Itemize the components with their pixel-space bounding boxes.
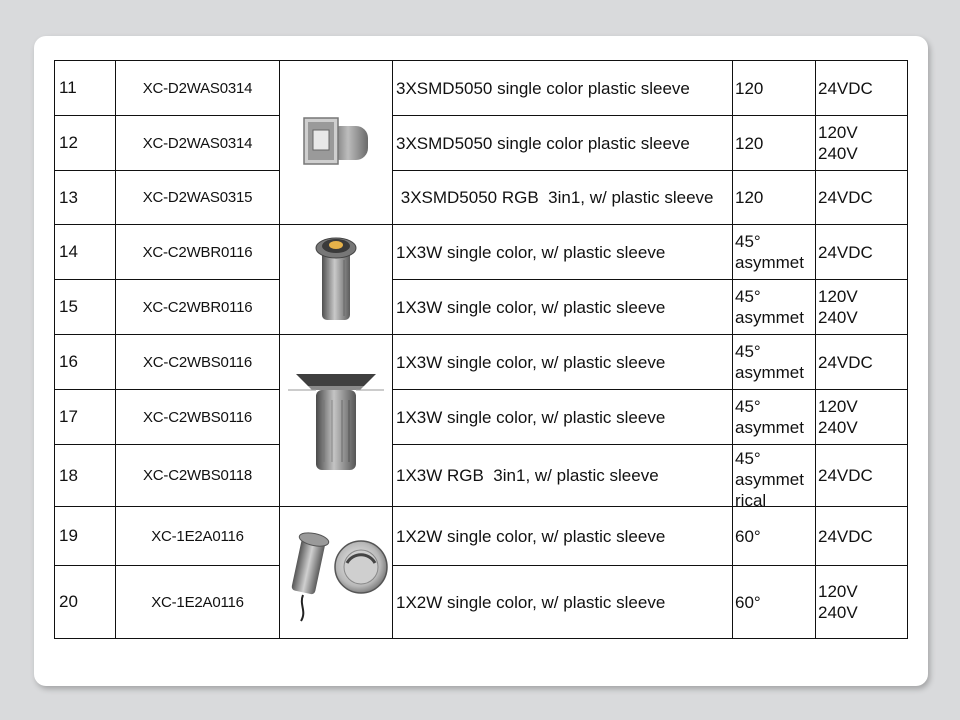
row-number: 14 — [55, 225, 116, 280]
voltage — [816, 116, 908, 171]
voltage-line: 240V — [818, 418, 858, 437]
voltage-line: 120V — [818, 123, 858, 142]
description: 1X3W single color, w/ plastic sleeve — [393, 280, 733, 335]
product-spec-table — [54, 60, 908, 639]
description: 3XSMD5050 single color plastic sleeve — [393, 61, 733, 116]
angle-line: 45° — [735, 232, 761, 251]
description: 1X3W single color, w/ plastic sleeve — [393, 390, 733, 445]
voltage-line: 24VDC — [818, 188, 873, 207]
row-number: 16 — [55, 335, 116, 390]
voltage-line: 240V — [818, 308, 858, 327]
beam-angle — [733, 280, 816, 335]
angle-line: 45° — [735, 397, 761, 416]
voltage-line: 120V — [818, 397, 858, 416]
model-code: XC-C2WBS0118 — [116, 445, 280, 507]
voltage — [816, 280, 908, 335]
model-code: XC-C2WBR0116 — [116, 225, 280, 280]
angle-line: asymmet — [735, 418, 804, 437]
table-row — [55, 335, 908, 390]
voltage-line: 240V — [818, 603, 858, 622]
voltage — [816, 335, 908, 390]
table-row — [55, 225, 908, 280]
mini-inground-light-photo — [281, 523, 391, 623]
model-code: XC-D2WAS0315 — [116, 171, 280, 225]
beam-angle: 60° — [733, 566, 816, 639]
voltage-line: 24VDC — [818, 352, 873, 372]
voltage — [816, 445, 908, 507]
description: 1X3W single color, w/ plastic sleeve — [393, 225, 733, 280]
row-number: 19 — [55, 507, 116, 566]
angle-line: asymmet — [735, 363, 804, 382]
voltage-line: 24VDC — [818, 78, 873, 98]
voltage-line: 24VDC — [818, 466, 873, 485]
table-row — [55, 171, 908, 225]
model-code: XC-D2WAS0314 — [116, 116, 280, 171]
row-number: 13 — [55, 171, 116, 225]
beam-angle: 120 — [733, 61, 816, 116]
voltage-line: 24VDC — [818, 242, 873, 262]
voltage — [816, 225, 908, 280]
angle-line: asymmet — [735, 308, 804, 327]
product-image-cell — [280, 507, 393, 639]
beam-angle: 60° — [733, 507, 816, 566]
model-code: XC-C2WBR0116 — [116, 280, 280, 335]
row-number: 20 — [55, 566, 116, 639]
table-row — [55, 61, 908, 116]
table-row — [55, 390, 908, 445]
beam-angle — [733, 445, 816, 507]
product-image-cell — [280, 335, 393, 507]
model-code: XC-C2WBS0116 — [116, 390, 280, 445]
row-number: 18 — [55, 445, 116, 507]
voltage-line: 120V — [818, 582, 858, 601]
description: 3XSMD5050 single color plastic sleeve — [393, 116, 733, 171]
voltage — [816, 61, 908, 116]
model-code: XC-D2WAS0314 — [116, 61, 280, 116]
table-row — [55, 280, 908, 335]
description: 1X3W RGB 3in1, w/ plastic sleeve — [393, 445, 733, 507]
voltage — [816, 566, 908, 639]
product-image-cell — [280, 61, 393, 225]
square-flange-inground-light-photo — [286, 366, 386, 476]
row-number: 11 — [55, 61, 116, 116]
voltage-line: 240V — [818, 144, 858, 163]
beam-angle: 120 — [733, 116, 816, 171]
row-number: 17 — [55, 390, 116, 445]
model-code: XC-1E2A0116 — [116, 566, 280, 639]
table-row — [55, 116, 908, 171]
table-row — [55, 445, 908, 507]
angle-line: rical — [735, 491, 767, 506]
voltage-line: 24VDC — [818, 526, 873, 546]
round-inground-light-photo — [306, 230, 366, 330]
beam-angle — [733, 335, 816, 390]
voltage — [816, 171, 908, 225]
angle-line: 45° — [735, 287, 761, 306]
table-row — [55, 566, 908, 639]
model-code: XC-1E2A0116 — [116, 507, 280, 566]
angle-line: asymmet — [735, 470, 804, 489]
angle-line: asymmet — [735, 253, 804, 272]
product-image-cell — [280, 225, 393, 335]
description: 1X2W single color, w/ plastic sleeve — [393, 566, 733, 639]
table-row — [55, 507, 908, 566]
voltage — [816, 390, 908, 445]
description: 1X3W single color, w/ plastic sleeve — [393, 335, 733, 390]
square-wall-light-photo — [296, 108, 376, 178]
model-code: XC-C2WBS0116 — [116, 335, 280, 390]
angle-line: 45° — [735, 342, 761, 361]
row-number: 15 — [55, 280, 116, 335]
voltage-line: 120V — [818, 287, 858, 306]
beam-angle — [733, 225, 816, 280]
voltage — [816, 507, 908, 566]
beam-angle — [733, 390, 816, 445]
row-number: 12 — [55, 116, 116, 171]
beam-angle: 120 — [733, 171, 816, 225]
description: 1X2W single color, w/ plastic sleeve — [393, 507, 733, 566]
angle-line: 45° — [735, 449, 761, 468]
description: 3XSMD5050 RGB 3in1, w/ plastic sleeve — [393, 171, 733, 225]
